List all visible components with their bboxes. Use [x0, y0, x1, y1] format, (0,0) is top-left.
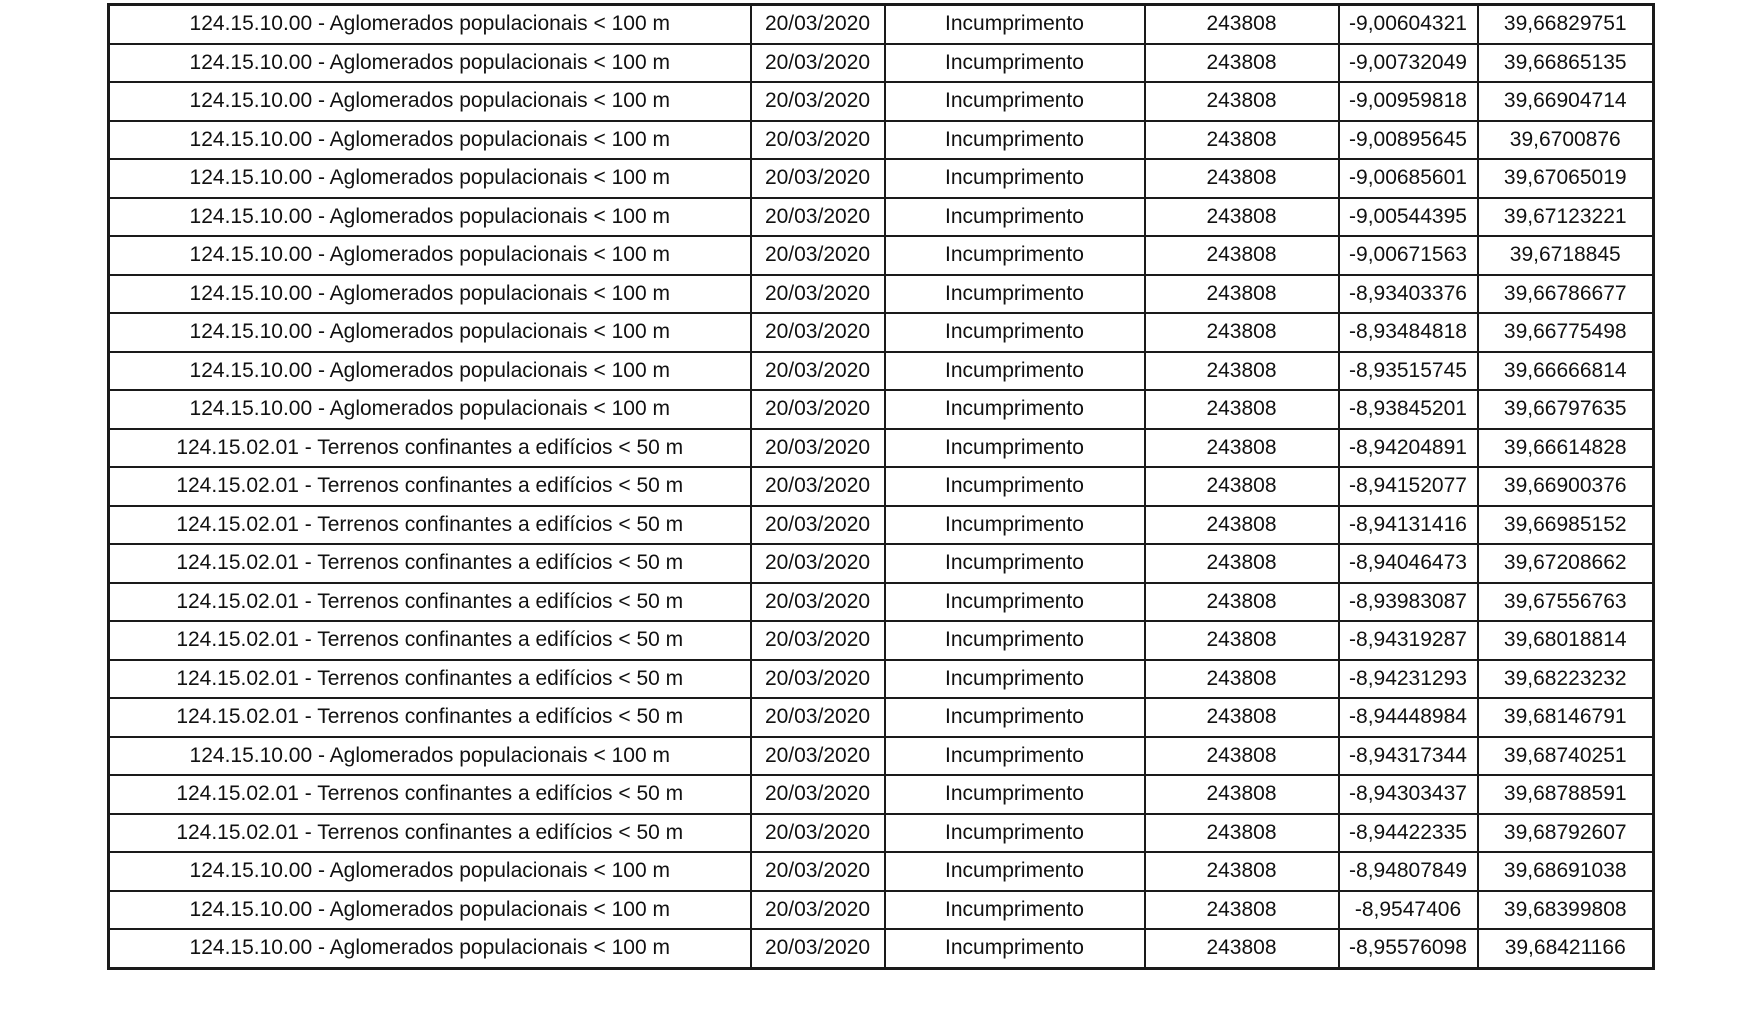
table-row [109, 775, 1654, 814]
status-cell: Incumprimento [885, 814, 1145, 853]
date-cell: 20/03/2020 [751, 275, 885, 314]
infraction-code-cell: 124.15.10.00 - Aglomerados populacionais < 100 m [109, 121, 751, 160]
status-cell: Incumprimento [885, 775, 1145, 814]
latitude-cell: 39,66904714 [1478, 82, 1654, 121]
process-id-cell: 243808 [1145, 698, 1339, 737]
table-row [109, 313, 1654, 352]
status-cell: Incumprimento [885, 159, 1145, 198]
status-cell: Incumprimento [885, 313, 1145, 352]
status-cell: Incumprimento [885, 929, 1145, 968]
status-cell: Incumprimento [885, 275, 1145, 314]
table-row [109, 5, 1654, 44]
infraction-code-cell: 124.15.10.00 - Aglomerados populacionais < 100 m [109, 352, 751, 391]
date-cell: 20/03/2020 [751, 583, 885, 622]
table-row [109, 621, 1654, 660]
infraction-code-cell: 124.15.02.01 - Terrenos confinantes a edifícios < 50 m [109, 698, 751, 737]
longitude-cell: -9,00671563 [1339, 236, 1478, 275]
process-id-cell: 243808 [1145, 82, 1339, 121]
latitude-cell: 39,68691038 [1478, 852, 1654, 891]
status-cell: Incumprimento [885, 390, 1145, 429]
longitude-cell: -8,94303437 [1339, 775, 1478, 814]
infraction-code-cell: 124.15.10.00 - Aglomerados populacionais < 100 m [109, 929, 751, 968]
latitude-cell: 39,66900376 [1478, 467, 1654, 506]
process-id-cell: 243808 [1145, 429, 1339, 468]
process-id-cell: 243808 [1145, 737, 1339, 776]
infraction-code-cell: 124.15.10.00 - Aglomerados populacionais < 100 m [109, 159, 751, 198]
status-cell: Incumprimento [885, 352, 1145, 391]
process-id-cell: 243808 [1145, 583, 1339, 622]
process-id-cell: 243808 [1145, 891, 1339, 930]
infraction-code-cell: 124.15.10.00 - Aglomerados populacionais < 100 m [109, 5, 751, 44]
table-row [109, 814, 1654, 853]
latitude-cell: 39,68146791 [1478, 698, 1654, 737]
latitude-cell: 39,66775498 [1478, 313, 1654, 352]
latitude-cell: 39,68740251 [1478, 737, 1654, 776]
table-row [109, 506, 1654, 545]
date-cell: 20/03/2020 [751, 121, 885, 160]
table-row [109, 44, 1654, 83]
longitude-cell: -8,94319287 [1339, 621, 1478, 660]
latitude-cell: 39,67123221 [1478, 198, 1654, 237]
infraction-code-cell: 124.15.10.00 - Aglomerados populacionais < 100 m [109, 390, 751, 429]
latitude-cell: 39,66666814 [1478, 352, 1654, 391]
status-cell: Incumprimento [885, 198, 1145, 237]
status-cell: Incumprimento [885, 583, 1145, 622]
latitude-cell: 39,66985152 [1478, 506, 1654, 545]
process-id-cell: 243808 [1145, 236, 1339, 275]
status-cell: Incumprimento [885, 544, 1145, 583]
process-id-cell: 243808 [1145, 544, 1339, 583]
date-cell: 20/03/2020 [751, 390, 885, 429]
table-row [109, 121, 1654, 160]
date-cell: 20/03/2020 [751, 775, 885, 814]
infraction-code-cell: 124.15.02.01 - Terrenos confinantes a edifícios < 50 m [109, 621, 751, 660]
date-cell: 20/03/2020 [751, 929, 885, 968]
date-cell: 20/03/2020 [751, 429, 885, 468]
table-row [109, 352, 1654, 391]
process-id-cell: 243808 [1145, 660, 1339, 699]
process-id-cell: 243808 [1145, 313, 1339, 352]
latitude-cell: 39,66614828 [1478, 429, 1654, 468]
infraction-code-cell: 124.15.10.00 - Aglomerados populacionais < 100 m [109, 852, 751, 891]
status-cell: Incumprimento [885, 236, 1145, 275]
infraction-code-cell: 124.15.02.01 - Terrenos confinantes a edifícios < 50 m [109, 429, 751, 468]
process-id-cell: 243808 [1145, 390, 1339, 429]
process-id-cell: 243808 [1145, 814, 1339, 853]
infraction-code-cell: 124.15.10.00 - Aglomerados populacionais < 100 m [109, 275, 751, 314]
latitude-cell: 39,66786677 [1478, 275, 1654, 314]
status-cell: Incumprimento [885, 44, 1145, 83]
date-cell: 20/03/2020 [751, 506, 885, 545]
date-cell: 20/03/2020 [751, 852, 885, 891]
date-cell: 20/03/2020 [751, 313, 885, 352]
date-cell: 20/03/2020 [751, 82, 885, 121]
longitude-cell: -8,93983087 [1339, 583, 1478, 622]
process-id-cell: 243808 [1145, 852, 1339, 891]
infraction-code-cell: 124.15.10.00 - Aglomerados populacionais < 100 m [109, 44, 751, 83]
table-row [109, 82, 1654, 121]
process-id-cell: 243808 [1145, 467, 1339, 506]
longitude-cell: -8,95576098 [1339, 929, 1478, 968]
table-row [109, 275, 1654, 314]
process-id-cell: 243808 [1145, 44, 1339, 83]
infraction-code-cell: 124.15.10.00 - Aglomerados populacionais < 100 m [109, 737, 751, 776]
longitude-cell: -8,93845201 [1339, 390, 1478, 429]
latitude-cell: 39,68788591 [1478, 775, 1654, 814]
process-id-cell: 243808 [1145, 198, 1339, 237]
longitude-cell: -8,94422335 [1339, 814, 1478, 853]
latitude-cell: 39,6718845 [1478, 236, 1654, 275]
process-id-cell: 243808 [1145, 121, 1339, 160]
longitude-cell: -8,94317344 [1339, 737, 1478, 776]
latitude-cell: 39,68223232 [1478, 660, 1654, 699]
date-cell: 20/03/2020 [751, 236, 885, 275]
longitude-cell: -8,94448984 [1339, 698, 1478, 737]
status-cell: Incumprimento [885, 506, 1145, 545]
process-id-cell: 243808 [1145, 352, 1339, 391]
table-row [109, 544, 1654, 583]
table-row [109, 737, 1654, 776]
process-id-cell: 243808 [1145, 159, 1339, 198]
date-cell: 20/03/2020 [751, 352, 885, 391]
longitude-cell: -8,93484818 [1339, 313, 1478, 352]
date-cell: 20/03/2020 [751, 814, 885, 853]
status-cell: Incumprimento [885, 5, 1145, 44]
table-row [109, 660, 1654, 699]
table-row [109, 852, 1654, 891]
table-row [109, 698, 1654, 737]
longitude-cell: -9,00685601 [1339, 159, 1478, 198]
date-cell: 20/03/2020 [751, 467, 885, 506]
table-row [109, 429, 1654, 468]
status-cell: Incumprimento [885, 698, 1145, 737]
date-cell: 20/03/2020 [751, 5, 885, 44]
longitude-cell: -9,00544395 [1339, 198, 1478, 237]
longitude-cell: -8,94807849 [1339, 852, 1478, 891]
process-id-cell: 243808 [1145, 929, 1339, 968]
process-id-cell: 243808 [1145, 506, 1339, 545]
latitude-cell: 39,67556763 [1478, 583, 1654, 622]
date-cell: 20/03/2020 [751, 44, 885, 83]
table-body [109, 5, 1654, 969]
status-cell: Incumprimento [885, 737, 1145, 776]
latitude-cell: 39,68792607 [1478, 814, 1654, 853]
longitude-cell: -9,00895645 [1339, 121, 1478, 160]
longitude-cell: -8,94131416 [1339, 506, 1478, 545]
latitude-cell: 39,66865135 [1478, 44, 1654, 83]
document-sheet [107, 3, 1652, 1004]
status-cell: Incumprimento [885, 891, 1145, 930]
status-cell: Incumprimento [885, 121, 1145, 160]
latitude-cell: 39,67208662 [1478, 544, 1654, 583]
process-id-cell: 243808 [1145, 621, 1339, 660]
table-row [109, 583, 1654, 622]
status-cell: Incumprimento [885, 82, 1145, 121]
infraction-code-cell: 124.15.02.01 - Terrenos confinantes a edifícios < 50 m [109, 467, 751, 506]
longitude-cell: -8,93403376 [1339, 275, 1478, 314]
latitude-cell: 39,66797635 [1478, 390, 1654, 429]
date-cell: 20/03/2020 [751, 698, 885, 737]
date-cell: 20/03/2020 [751, 737, 885, 776]
infraction-code-cell: 124.15.02.01 - Terrenos confinantes a edifícios < 50 m [109, 544, 751, 583]
latitude-cell: 39,68018814 [1478, 621, 1654, 660]
date-cell: 20/03/2020 [751, 198, 885, 237]
status-cell: Incumprimento [885, 429, 1145, 468]
latitude-cell: 39,68421166 [1478, 929, 1654, 968]
date-cell: 20/03/2020 [751, 544, 885, 583]
process-id-cell: 243808 [1145, 5, 1339, 44]
infraction-code-cell: 124.15.10.00 - Aglomerados populacionais < 100 m [109, 236, 751, 275]
infraction-code-cell: 124.15.02.01 - Terrenos confinantes a edifícios < 50 m [109, 814, 751, 853]
date-cell: 20/03/2020 [751, 159, 885, 198]
infraction-code-cell: 124.15.10.00 - Aglomerados populacionais < 100 m [109, 891, 751, 930]
longitude-cell: -9,00732049 [1339, 44, 1478, 83]
infraction-code-cell: 124.15.02.01 - Terrenos confinantes a edifícios < 50 m [109, 583, 751, 622]
longitude-cell: -8,93515745 [1339, 352, 1478, 391]
data-table [107, 3, 1655, 970]
infraction-code-cell: 124.15.10.00 - Aglomerados populacionais < 100 m [109, 313, 751, 352]
table-row [109, 929, 1654, 968]
infraction-code-cell: 124.15.10.00 - Aglomerados populacionais < 100 m [109, 82, 751, 121]
latitude-cell: 39,66829751 [1478, 5, 1654, 44]
longitude-cell: -9,00604321 [1339, 5, 1478, 44]
longitude-cell: -8,94046473 [1339, 544, 1478, 583]
latitude-cell: 39,68399808 [1478, 891, 1654, 930]
process-id-cell: 243808 [1145, 775, 1339, 814]
longitude-cell: -8,94152077 [1339, 467, 1478, 506]
table-row [109, 236, 1654, 275]
status-cell: Incumprimento [885, 621, 1145, 660]
table-row [109, 159, 1654, 198]
latitude-cell: 39,67065019 [1478, 159, 1654, 198]
date-cell: 20/03/2020 [751, 891, 885, 930]
longitude-cell: -9,00959818 [1339, 82, 1478, 121]
infraction-code-cell: 124.15.02.01 - Terrenos confinantes a edifícios < 50 m [109, 506, 751, 545]
longitude-cell: -8,9547406 [1339, 891, 1478, 930]
longitude-cell: -8,94204891 [1339, 429, 1478, 468]
latitude-cell: 39,6700876 [1478, 121, 1654, 160]
table-row [109, 891, 1654, 930]
process-id-cell: 243808 [1145, 275, 1339, 314]
infraction-code-cell: 124.15.02.01 - Terrenos confinantes a edifícios < 50 m [109, 660, 751, 699]
infraction-code-cell: 124.15.02.01 - Terrenos confinantes a edifícios < 50 m [109, 775, 751, 814]
status-cell: Incumprimento [885, 660, 1145, 699]
table-row [109, 198, 1654, 237]
table-row [109, 467, 1654, 506]
date-cell: 20/03/2020 [751, 660, 885, 699]
date-cell: 20/03/2020 [751, 621, 885, 660]
infraction-code-cell: 124.15.10.00 - Aglomerados populacionais < 100 m [109, 198, 751, 237]
table-row [109, 390, 1654, 429]
status-cell: Incumprimento [885, 467, 1145, 506]
status-cell: Incumprimento [885, 852, 1145, 891]
longitude-cell: -8,94231293 [1339, 660, 1478, 699]
